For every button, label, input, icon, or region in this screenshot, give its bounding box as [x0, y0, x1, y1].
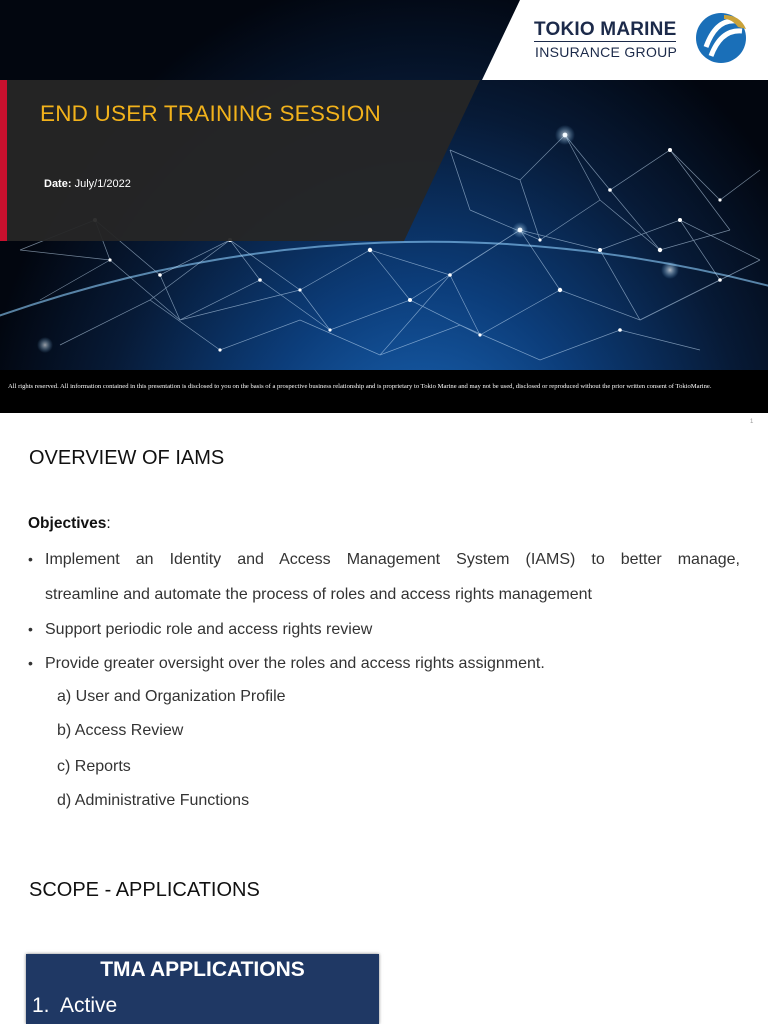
cover-date: [44, 178, 131, 190]
disclaimer-text: All rights reserved. All information contained in this presentation is disclosed to you on the basis of a prospective business relationship and is proprietary to Tokio Marine and may not be used, disclosed or reproduced without the prior written consent of TokioMarine.: [8, 383, 712, 390]
date-label: Date:: [44, 178, 72, 190]
application-item: 1. Active: [32, 994, 118, 1017]
logo-divider: [534, 41, 676, 42]
logo-subtitle: INSURANCE GROUP: [535, 44, 678, 60]
sub-item: c) Reports: [57, 758, 131, 775]
disclaimer-bar: [0, 370, 768, 413]
objectives-label-text: Objectives: [28, 515, 107, 532]
bullet-line: Implement an Identity and Access Management System (IAMS) to better manage,: [45, 551, 740, 568]
overview-heading: OVERVIEW OF IAMS: [29, 447, 225, 469]
bullet-icon: •: [28, 655, 33, 671]
sub-item: a) User and Organization Profile: [57, 688, 286, 705]
bullet-icon: •: [28, 621, 33, 637]
date-value: July/1/2022: [74, 178, 131, 190]
bullet-line: streamline and automate the process of roles and access rights management: [45, 586, 592, 603]
tokio-marine-emblem-icon: [694, 9, 748, 67]
page-number: 1: [750, 419, 754, 425]
list-item: [28, 612, 740, 647]
cover-title: END USER TRAINING SESSION: [40, 101, 381, 126]
cover-slide: [0, 0, 768, 413]
bullet-line: Support periodic role and access rights review: [45, 621, 373, 638]
scope-heading: SCOPE - APPLICATIONS: [29, 879, 260, 901]
bullet-icon: •: [28, 551, 33, 567]
logo-wordmark: TOKIO MARINE: [534, 19, 677, 40]
logo: [0, 0, 768, 80]
sub-item: d) Administrative Functions: [57, 792, 250, 809]
bullet-line: Provide greater oversight over the roles and access rights assignment.: [45, 655, 545, 672]
accent-bar: [0, 80, 7, 241]
list-item: [28, 646, 740, 681]
sub-item: b) Access Review: [57, 722, 184, 739]
applications-box-title: TMA APPLICATIONS: [100, 958, 305, 981]
objectives-colon: :: [106, 515, 111, 532]
list-item: [28, 542, 740, 612]
objectives-label: [28, 515, 111, 533]
